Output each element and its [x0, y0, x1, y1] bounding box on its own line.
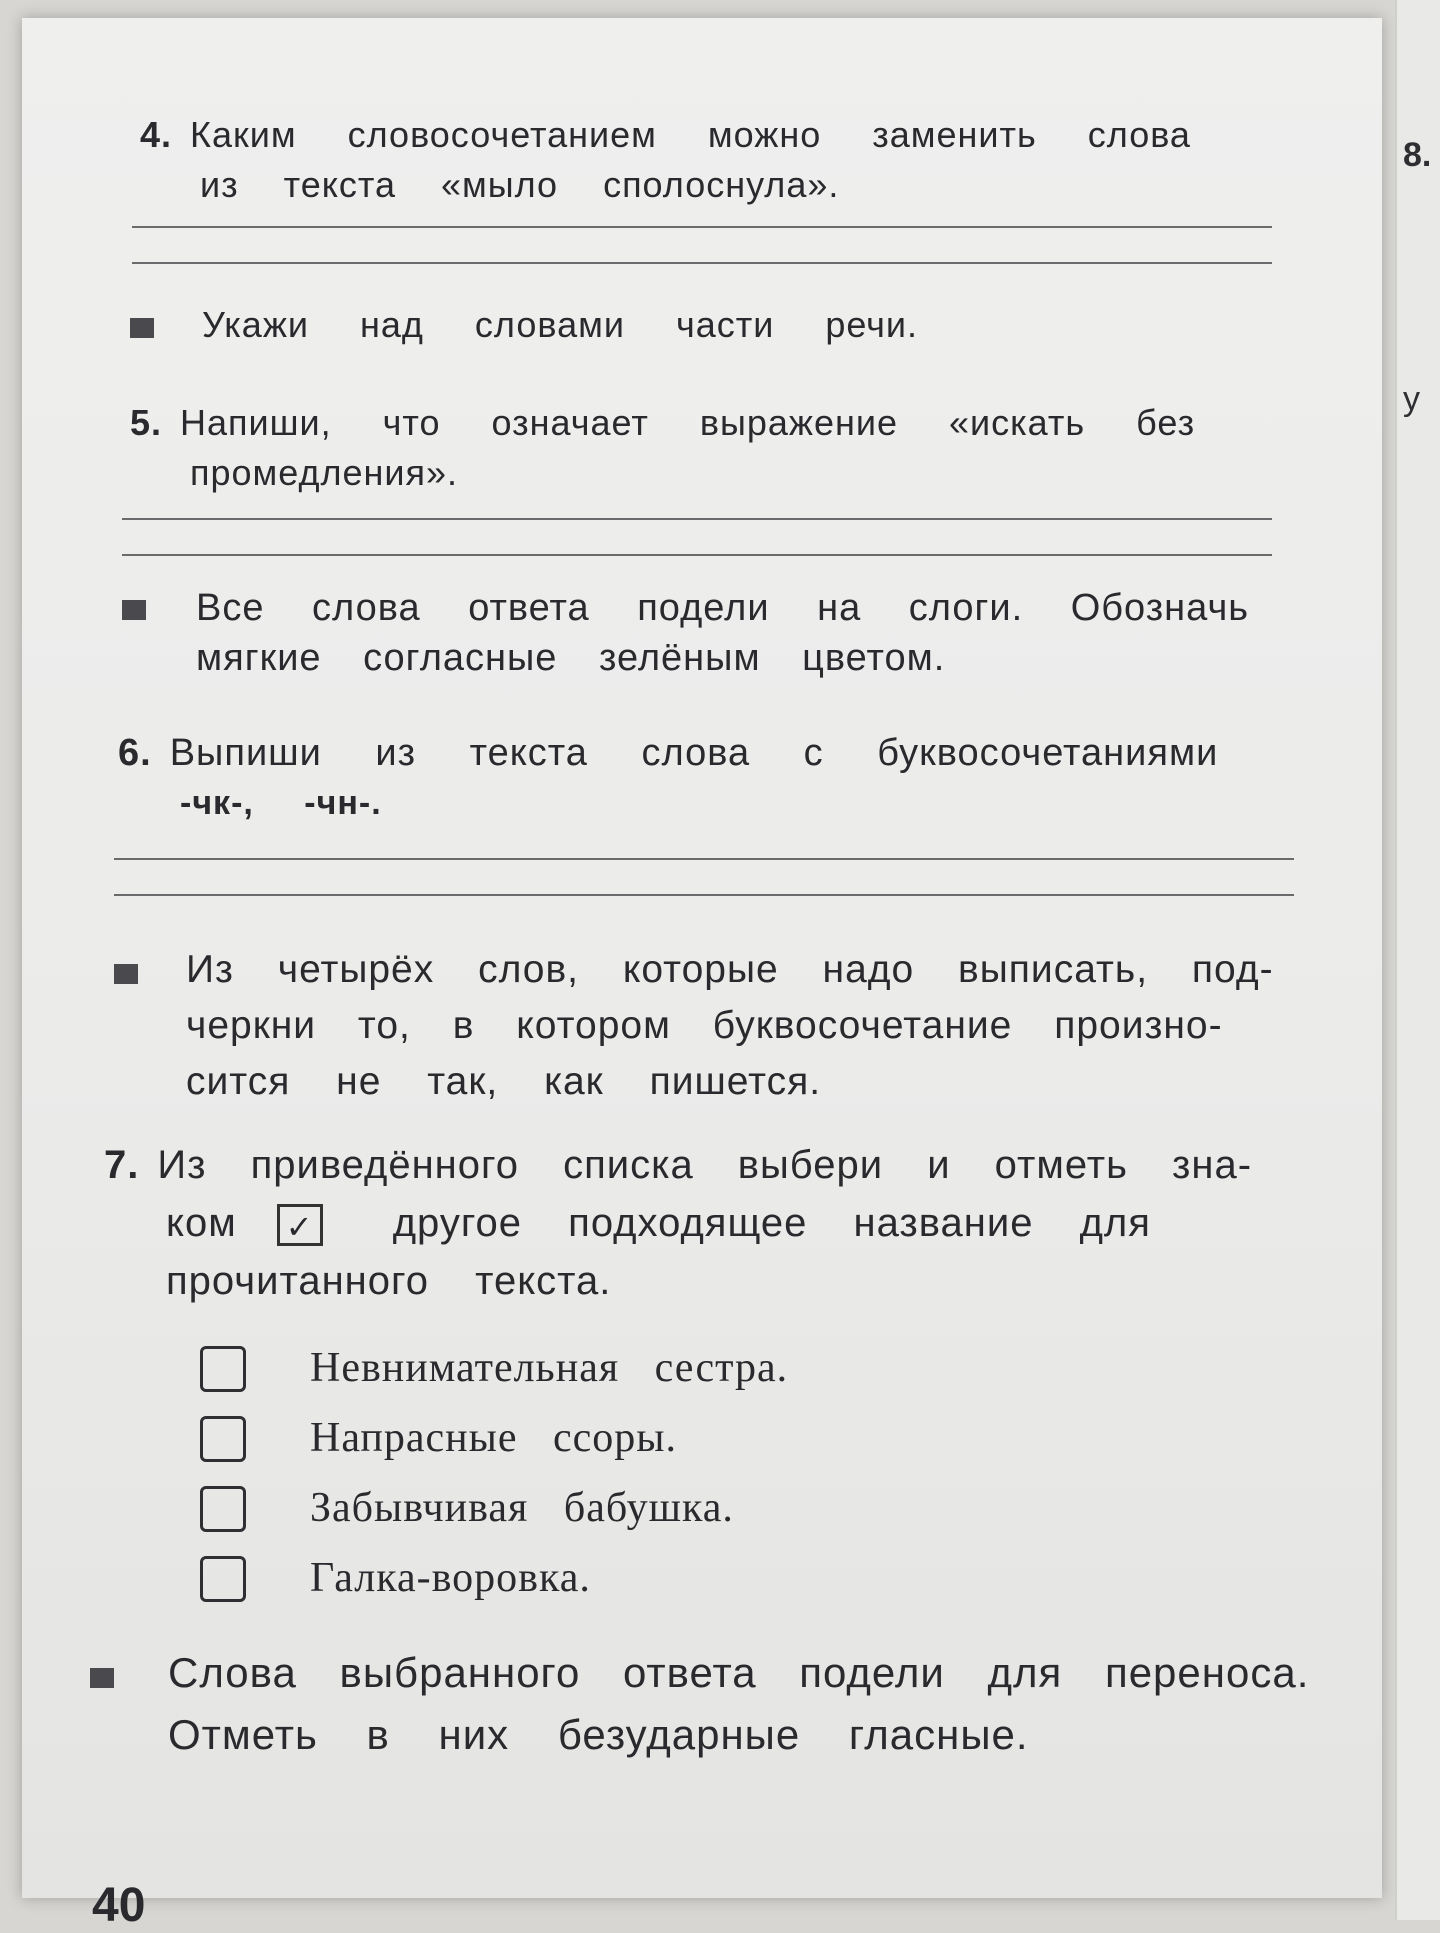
checkbox[interactable]	[200, 1486, 246, 1532]
task-number: 5.	[130, 402, 163, 443]
task-6-subtask-line-3: сится не так, как пишется.	[186, 1060, 822, 1103]
task-6-subtask-line-2: черкни то, в котором буквосочетание произно-	[186, 1004, 1223, 1047]
square-bullet-icon	[114, 964, 138, 984]
task-5-subtask-line-1: Все слова ответа подели на слоги. Обозначь	[196, 587, 1250, 629]
checkbox[interactable]	[200, 1556, 246, 1602]
task-4	[140, 110, 1270, 210]
task-7-subtask-line-2: Отметь в них безударные гласные.	[168, 1711, 1029, 1758]
task-number: 7.	[104, 1143, 140, 1187]
task-4-line-1	[140, 110, 1270, 160]
task-6	[118, 728, 1298, 828]
task-7-text: Из приведённого списка выбери и отметь зна-	[157, 1143, 1253, 1187]
task-7-line-2	[104, 1194, 1344, 1252]
answer-line[interactable]	[114, 858, 1294, 860]
page-number: 40	[92, 1879, 146, 1932]
task-5-subtask-line-2: мягкие согласные зелёным цветом.	[196, 637, 946, 679]
answer-line[interactable]	[122, 518, 1272, 520]
answer-line[interactable]	[132, 226, 1272, 228]
task-7-subtask-line-1: Слова выбранного ответа подели для переноса.	[168, 1649, 1310, 1696]
task-7-line-3: прочитанного текста.	[166, 1259, 612, 1303]
task-4-text: Каким словосочетанием можно заменить слова	[190, 114, 1191, 155]
adjacent-page-edge	[1395, 0, 1440, 1920]
adjacent-page-fragment: 8.	[1403, 136, 1432, 174]
option-label: Невнимательная сестра.	[310, 1345, 789, 1391]
task-6-line-1	[118, 728, 1298, 778]
checkbox[interactable]	[200, 1416, 246, 1462]
task-5-line-1	[130, 398, 1270, 448]
square-bullet-icon	[90, 1668, 114, 1688]
answer-line[interactable]	[114, 894, 1294, 896]
check-mark-sample-icon: ✓	[277, 1204, 323, 1246]
option-label: Галка-воровка.	[310, 1555, 591, 1601]
checkbox[interactable]	[200, 1346, 246, 1392]
option-label: Напрасные ссоры.	[310, 1415, 678, 1461]
square-bullet-icon	[122, 600, 146, 620]
task-7	[104, 1136, 1344, 1310]
task-7-subtask	[168, 1642, 1388, 1766]
task-number: 4.	[140, 114, 173, 155]
task-7-line-1	[104, 1136, 1344, 1194]
task-6-subtask	[186, 942, 1326, 1110]
answer-line[interactable]	[132, 262, 1272, 264]
task-5-text: Напиши, что означает выражение «искать без	[180, 402, 1196, 443]
task-4-subtask: Укажи над словами части речи.	[202, 304, 919, 345]
task-4-text-line-2: из текста «мыло сполоснула».	[200, 164, 840, 205]
task-5-subtask	[196, 583, 1296, 683]
workbook-page	[22, 18, 1382, 1932]
task-number: 6.	[118, 732, 152, 774]
task-5	[130, 398, 1270, 498]
task-6-text: Выпиши из текста слова с буквосочетаниями	[169, 732, 1219, 774]
adjacent-page-fragment: у	[1403, 380, 1420, 418]
answer-line[interactable]	[122, 554, 1272, 556]
square-bullet-icon	[130, 318, 154, 338]
task-5-text-line-2: промедления».	[190, 452, 459, 493]
task-7-text: другое подходящее название для	[392, 1201, 1151, 1245]
task-6-letter-combinations: -чк-, -чн-.	[180, 784, 382, 822]
task-7-text: ком	[166, 1201, 237, 1245]
option-label: Забывчивая бабушка.	[310, 1485, 734, 1531]
task-6-subtask-line-1: Из четырёх слов, которые надо выписать, под-	[186, 948, 1274, 991]
